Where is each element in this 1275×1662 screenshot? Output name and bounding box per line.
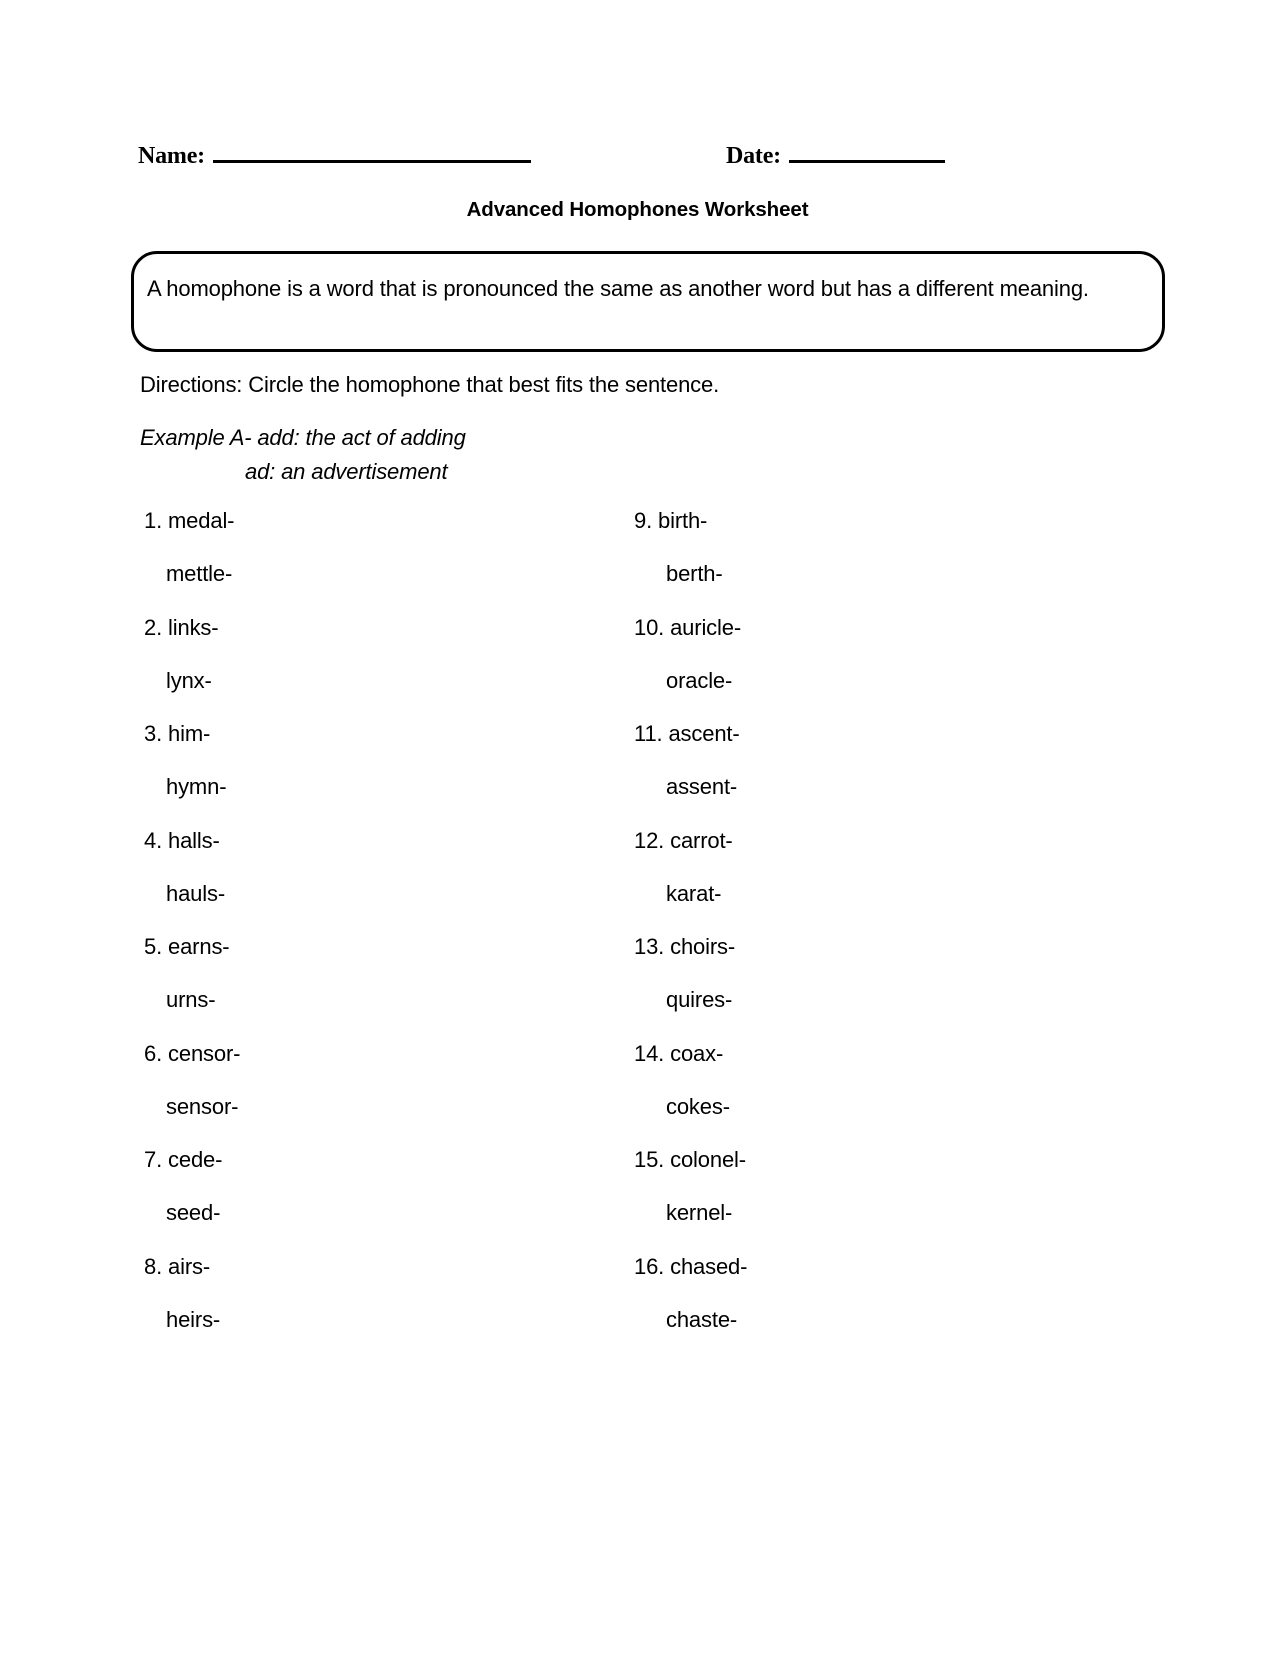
name-write-in-line[interactable] <box>213 140 531 163</box>
name-label: Name: <box>138 143 205 169</box>
list-item <box>144 1147 574 1254</box>
homophone-option-a[interactable]: 7. cede- <box>144 1147 223 1172</box>
example-line-2: ad: an advertisement <box>245 459 448 484</box>
homophone-option-b[interactable]: karat- <box>666 880 722 906</box>
homophone-option-a[interactable]: 11. ascent- <box>634 721 740 746</box>
homophone-option-a[interactable]: 2. links- <box>144 614 219 640</box>
list-item <box>634 508 1064 615</box>
homophone-option-b[interactable]: hymn- <box>166 774 227 799</box>
left-column <box>144 508 574 1360</box>
homophone-option-b[interactable]: cokes- <box>666 1093 730 1119</box>
homophone-option-b[interactable]: kernel- <box>666 1200 733 1225</box>
homophone-option-a[interactable]: 6. censor- <box>144 1040 241 1066</box>
homophone-option-b[interactable]: oracle- <box>666 667 733 693</box>
student-info-row <box>131 140 1151 176</box>
definition-box <box>131 251 1165 352</box>
homophone-option-a[interactable]: 12. carrot- <box>634 827 733 853</box>
homophone-option-a[interactable]: 14. coax- <box>634 1040 724 1066</box>
list-item <box>144 934 574 1041</box>
list-item <box>634 828 1064 935</box>
definition-text: A homophone is a word that is pronounced the same as another word but has a different meaning. <box>147 276 1089 301</box>
page-title: Advanced Homophones Worksheet <box>466 198 809 221</box>
homophone-option-b[interactable]: quires- <box>666 987 733 1012</box>
date-write-in-line[interactable] <box>789 140 945 163</box>
homophone-option-b[interactable]: berth- <box>666 561 723 586</box>
list-item <box>144 1254 574 1361</box>
list-item <box>634 615 1064 722</box>
homophone-option-a[interactable]: 10. auricle- <box>634 614 742 640</box>
list-item <box>144 508 574 615</box>
homophone-option-a[interactable]: 16. chased- <box>634 1253 748 1279</box>
homophone-option-b[interactable]: sensor- <box>166 1093 239 1119</box>
homophone-option-b[interactable]: seed- <box>166 1200 221 1225</box>
list-item <box>144 721 574 828</box>
list-item <box>634 1254 1064 1361</box>
list-item <box>634 1041 1064 1148</box>
homophone-option-b[interactable]: assent- <box>666 774 738 799</box>
homophone-option-a[interactable]: 4. halls- <box>144 827 220 853</box>
homophone-option-b[interactable]: hauls- <box>166 880 226 906</box>
homophone-option-a[interactable]: 5. earns- <box>144 934 230 959</box>
homophone-option-b[interactable]: urns- <box>166 987 216 1012</box>
homophone-option-b[interactable]: lynx- <box>166 667 212 693</box>
homophone-option-a[interactable]: 13. choirs- <box>634 934 736 959</box>
directions-text: Directions: Circle the homophone that best fits the sentence. <box>140 372 720 397</box>
date-label: Date: <box>726 143 781 169</box>
name-field-group <box>138 140 531 170</box>
homophone-option-a[interactable]: 3. him- <box>144 721 211 746</box>
date-field-group <box>726 140 945 170</box>
homophone-option-b[interactable]: mettle- <box>166 561 233 586</box>
list-item <box>144 1041 574 1148</box>
example-line-1: Example A- add: the act of adding <box>140 425 466 450</box>
list-item <box>634 1147 1064 1254</box>
list-item <box>144 615 574 722</box>
homophone-option-a[interactable]: 8. airs- <box>144 1253 211 1279</box>
homophone-option-a[interactable]: 15. colonel- <box>634 1147 746 1172</box>
homophone-option-b[interactable]: chaste- <box>666 1306 738 1332</box>
list-item <box>144 828 574 935</box>
list-item <box>634 721 1064 828</box>
list-item <box>634 934 1064 1041</box>
homophone-option-b[interactable]: heirs- <box>166 1306 221 1332</box>
homophone-option-a[interactable]: 9. birth- <box>634 508 708 533</box>
homophone-option-a[interactable]: 1. medal- <box>144 508 235 533</box>
right-column <box>634 508 1064 1360</box>
